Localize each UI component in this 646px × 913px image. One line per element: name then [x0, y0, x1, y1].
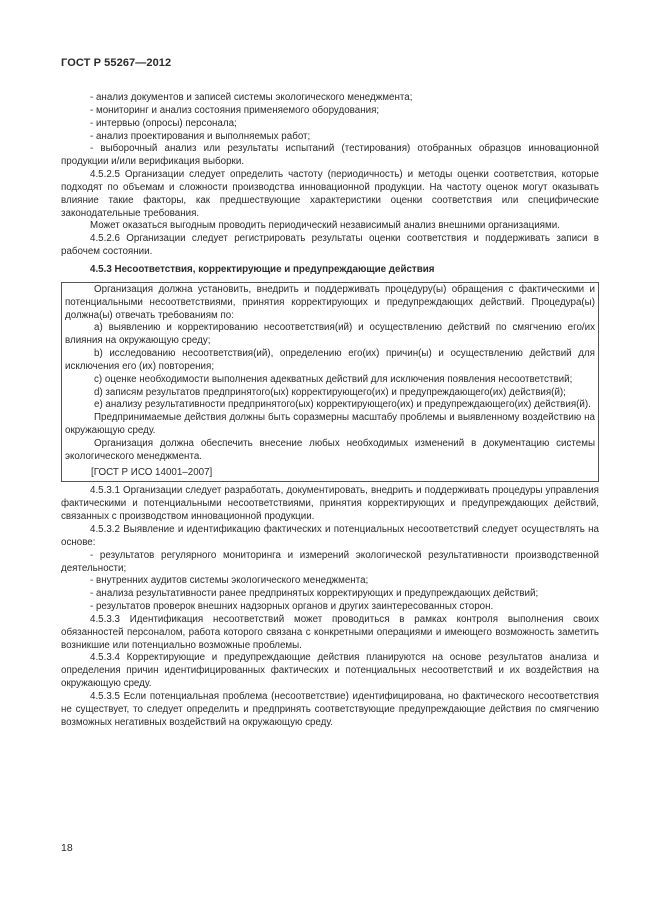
page-body	[61, 92, 599, 730]
clause-4-5-3-2: 4.5.3.2 Выявление и идентификацию фактических и потенциальных несоответствий следует осуществлять на основе:	[61, 524, 599, 548]
bullet-internal-audits: - внутренних аудитов системы экологического менеджмента;	[90, 575, 369, 587]
box-paragraph-intro: Организация должна установить, внедрить и поддерживать процедуру(ы) обращения с фактическими и потенциальными несоответствиями, принятия корректирующих и предупреждающих действий. Процедура(ы) должна(ы) отвечать требованиям по:	[65, 283, 595, 321]
paragraph-independent-analysis: Может оказаться выгодным проводить периодический независимый анализ внешними организациями.	[90, 220, 560, 232]
bullet-effectiveness-analysis: - анализа результативности ранее предпринятых корректирующих и предупреждающих действий;	[90, 588, 539, 600]
clause-4-5-3-4: 4.5.3.4 Корректирующие и предупреждающие действия планируются на основе результатов анализа и определения причин идентифицированных фактических и потенциальных несоответствий и их воздействия на окружающую среду.	[61, 652, 599, 690]
clause-4-5-3-1: 4.5.3.1 Организации следует разработать, документировать, внедрить и поддерживать процедуры управления фактическими и потенциальными несоответствиями, принятия корректирующих и предупреждающих действий, связанных с производством инновационной продукции.	[61, 485, 599, 523]
box-item-a: a) выявлению и корректированию несоответствия(ий) и осуществлению действий по смягчению его/их влияния на окружающую среду;	[65, 322, 595, 347]
clause-4-5-3-5: 4.5.3.5 Если потенциальная проблема (несоответствие) идентифицирована, но фактического несоответствия не существует, то следует определить и предпринять соответствующие предупреждающие действия по смягчению возможных негативных воздействий на окружающую среду.	[61, 690, 599, 728]
box-item-e: e) анализу результативности предпринятого(ых) корректирующего(их) и предупреждающего(их) действия(й).	[94, 399, 591, 411]
bullet-design-analysis: - анализ проектирования и выполняемых работ;	[90, 130, 311, 142]
quoted-standard-box	[61, 282, 599, 483]
bullet-doc-analysis: - анализ документов и записей системы экологического менеджмента;	[90, 92, 413, 103]
box-item-d: d) записям результатов предпринятого(ых) корректирующего(их) и предупреждающего(их) действия(й);	[94, 386, 566, 398]
box-reference: [ГОСТ Р ИСО 14001–2007]	[91, 466, 213, 478]
box-item-c: c) оценке необходимости выполнения адекватных действий для исключения появления несоответствий;	[94, 373, 573, 385]
clause-4-5-2-6: 4.5.2.6 Организации следует регистрировать результаты оценки соответствия и поддерживать записи в рабочем состоянии.	[61, 233, 599, 258]
bullet-staff-interviews: - интервью (опросы) персонала;	[90, 117, 237, 129]
clause-4-5-3-3: 4.5.3.3 Идентификация несоответствий может проводиться в рамках контроля выполнения своих обязанностей персоналом, работа которого связана с конкретными операциями и имеющего возможность заметить возникшие или потенциально возможные проблемы.	[61, 613, 599, 651]
bullet-equipment-monitoring: - мониторинг и анализ состояния применяемого оборудования;	[90, 104, 380, 116]
clause-4-5-2-5: 4.5.2.5 Организации следует определить частоту (периодичность) и методы оценки соответствия, которые подходят по объемам и сложности производства инновационной продукции. На частоту оценок могут оказывать влияние такие факторы, как предшествующие характеристики оценки соответствия или специфические законодательные требования.	[61, 169, 599, 219]
bullet-sample-testing: - выборочный анализ или результаты испытаний (тестирования) отобранных образцов инновационной продукции и/или верификация выборки.	[61, 143, 599, 168]
box-item-b: b) исследованию несоответствия(ий), определению его(их) причин(ы) и осуществлению действий для исключения его (их) повторения;	[65, 348, 595, 372]
section-heading-4-5-3: 4.5.3 Несоответствия, корректирующие и предупреждающие действия	[90, 263, 435, 275]
bullet-monitoring-results: - результатов регулярного мониторинга и измерений экологической результативности производственной деятельности;	[61, 549, 599, 574]
bullet-external-inspections: - результатов проверок внешних надзорных органов и других заинтересованных сторон.	[90, 601, 494, 613]
page-number: 18	[61, 842, 73, 854]
standard-header: ГОСТ Р 55267—2012	[61, 57, 172, 69]
box-paragraph-proportionate: Предпринимаемые действия должны быть соразмерны масштабу проблемы и выявленному воздействию на окружающую среду.	[65, 412, 595, 437]
box-paragraph-documentation: Организация должна обеспечить внесение любых необходимых изменений в документацию системы экологического менеджмента.	[65, 437, 595, 462]
